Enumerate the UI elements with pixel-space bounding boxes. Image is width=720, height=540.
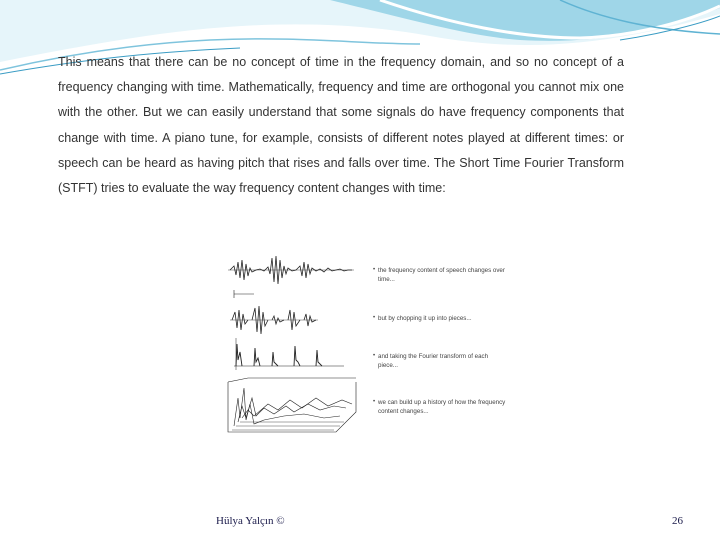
chopped-pieces <box>230 306 318 334</box>
caption-3-text: and taking the Fourier transform of each piece... <box>378 353 489 369</box>
bullet-dot-icon: • <box>373 399 376 405</box>
frequency-history-3d <box>228 378 356 432</box>
speech-waveform <box>228 256 354 298</box>
body-paragraph: This means that there can be no concept of time in the frequency domain, and so no concept of a frequency changing with time. Mathematically, frequency and time are orthogonal you cannot mix one with the other. But we can easily understand that some signals do have frequency components that change with time. A piano tune, for example, consists of different notes played at different times: or speech can be heard as having pitch that rises and falls over time. The Short Time Fourier Transform (STFT) tries to evaluate the way frequency content changes with time: <box>58 55 624 196</box>
piece-spectra <box>234 338 344 370</box>
caption-3 <box>373 352 508 370</box>
caption-2 <box>373 314 508 323</box>
caption-1 <box>373 266 508 284</box>
caption-2-text: but by chopping it up into pieces... <box>378 315 472 322</box>
caption-4-text: we can build up a history of how the frequency content changes... <box>378 399 506 415</box>
caption-1-text: the frequency content of speech changes over time... <box>378 267 505 283</box>
bullet-dot-icon: • <box>373 315 376 321</box>
bullet-dot-icon: • <box>373 353 376 359</box>
page-number: 26 <box>672 515 683 527</box>
footer-author: Hülya Yalçın © <box>216 515 285 527</box>
stft-figure <box>224 248 510 440</box>
bullet-dot-icon: • <box>373 267 376 273</box>
caption-4 <box>373 398 508 416</box>
